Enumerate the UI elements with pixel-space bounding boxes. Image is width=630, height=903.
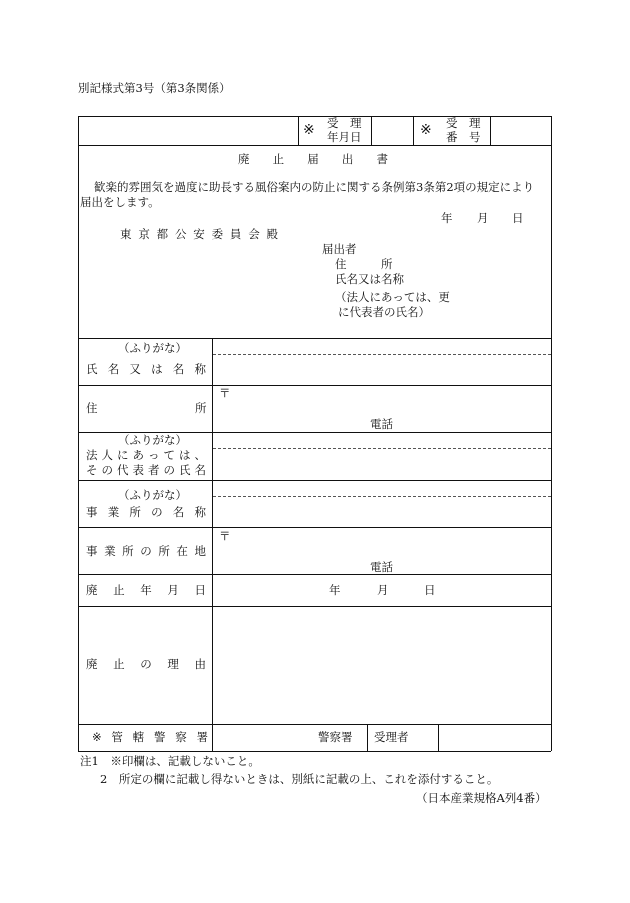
label-char: 安 xyxy=(193,227,205,241)
label-char: そ xyxy=(86,463,98,477)
label-char: 氏 xyxy=(179,463,191,477)
applicant-note-line-1: （法人にあっては、更 xyxy=(335,290,450,304)
label-char: 東 xyxy=(120,227,132,241)
rep-label-line-1 xyxy=(86,449,206,462)
label-char: 察 xyxy=(175,730,187,744)
received-number-label: 受 理 xyxy=(446,116,481,130)
label-char: 止 xyxy=(272,152,285,166)
label-char: 都 xyxy=(156,227,169,241)
label-char: 氏 xyxy=(86,362,98,376)
date-year: 年 xyxy=(441,211,453,225)
location-phone-label: 電話 xyxy=(370,560,393,574)
name-furigana-input[interactable] xyxy=(213,339,550,354)
note-2: 2 所定の欄に記載し得ないときは、別紙に記載の上、これを添付すること。 xyxy=(100,772,499,786)
table-border-right xyxy=(551,116,552,751)
label-char: 年 xyxy=(140,583,152,597)
label-char: 殿 xyxy=(266,227,278,241)
label-char: の xyxy=(140,657,152,671)
label-char: の xyxy=(163,463,175,477)
received-number-mark: ※ xyxy=(420,122,432,138)
received-date-label: 受 理 xyxy=(327,116,362,130)
receiver-input[interactable] xyxy=(439,725,550,750)
address-phone-label: 電話 xyxy=(370,417,393,431)
label-char: 会 xyxy=(248,227,260,241)
business-name-input[interactable] xyxy=(213,497,550,526)
label-char: 名 xyxy=(107,362,120,376)
label-char: は xyxy=(179,448,191,462)
label-char: っ xyxy=(148,448,160,462)
furigana-label: （ふりがな） xyxy=(118,341,187,355)
label-char: 署 xyxy=(196,730,208,744)
label-char: 又 xyxy=(129,362,141,376)
rep-furigana-label: （ふりがな） xyxy=(118,433,187,447)
business-furigana-input[interactable] xyxy=(213,481,550,496)
table-border-left xyxy=(78,116,79,751)
label-char: 表 xyxy=(132,463,144,477)
form-title xyxy=(238,153,388,166)
label-char: 所 xyxy=(158,544,170,558)
label-char: 業 xyxy=(104,544,116,558)
label-char: 名 xyxy=(194,463,206,477)
label-char: 名 xyxy=(172,505,185,519)
name-label xyxy=(86,363,206,376)
form-number: 別記様式第3号（第3条関係） xyxy=(78,81,231,95)
rep-label-line-2 xyxy=(86,464,206,477)
label-char: 法 xyxy=(86,448,98,462)
label-char: は xyxy=(151,362,163,376)
address-label-right: 所 xyxy=(195,401,207,415)
applicant-note-line-2: に代表者の氏名） xyxy=(338,305,430,319)
label-char: 廃 xyxy=(86,583,98,597)
applicant-name-label: 氏名又は名称 xyxy=(335,272,404,286)
label-char: 轄 xyxy=(132,730,145,744)
label-char: 事 xyxy=(86,544,98,558)
label-char: の xyxy=(140,544,152,558)
label-char: 所 xyxy=(129,505,141,519)
label-char: ※ xyxy=(92,730,102,744)
label-char: 在 xyxy=(176,544,188,558)
abolition-year: 年 xyxy=(329,583,341,597)
label-char: 委 xyxy=(211,227,224,241)
label-char: 員 xyxy=(229,227,242,241)
intro-text-line-1: 歓楽的雰囲気を過度に助長する風俗案内の防止に関する条例第3条第2項の規定により xyxy=(94,180,535,194)
label-char: 止 xyxy=(113,583,125,597)
rep-furigana-input[interactable] xyxy=(213,433,550,448)
abolition-day: 日 xyxy=(424,583,436,597)
label-char: 称 xyxy=(194,362,206,376)
received-number-label-2: 番 号 xyxy=(446,130,481,144)
label-char: 止 xyxy=(113,657,125,671)
label-char: の xyxy=(101,463,113,477)
label-char: て xyxy=(163,448,175,462)
label-char: 理 xyxy=(167,657,179,671)
abolition-reason-input[interactable] xyxy=(213,607,550,723)
business-location-label xyxy=(86,545,206,558)
label-char: に xyxy=(117,448,129,462)
business-furigana-label: （ふりがな） xyxy=(118,488,187,502)
address-label-left: 住 xyxy=(86,401,98,415)
label-char: 届 xyxy=(307,152,319,166)
label-char: 警 xyxy=(153,730,166,744)
note-1: 注1 ※印欄は、記載しないこと。 xyxy=(80,754,260,768)
table-border-bottom xyxy=(78,751,551,752)
label-char: の xyxy=(151,505,163,519)
label-char: 代 xyxy=(117,463,129,477)
label-char: 京 xyxy=(138,227,150,241)
abolition-reason-label xyxy=(86,658,206,671)
abolition-date-input[interactable] xyxy=(213,575,550,605)
abolition-month: 月 xyxy=(377,583,389,597)
police-station-input[interactable] xyxy=(213,725,315,750)
label-char: 地 xyxy=(194,544,206,558)
location-postal-mark: 〒 xyxy=(219,529,231,543)
label-char: 廃 xyxy=(238,152,250,166)
date-month: 月 xyxy=(477,211,489,225)
label-char: 者 xyxy=(148,463,160,477)
label-char: 書 xyxy=(376,152,388,166)
label-char: 名 xyxy=(172,362,185,376)
received-date-mark: ※ xyxy=(303,122,315,138)
label-char: 公 xyxy=(174,227,187,241)
rep-name-input[interactable] xyxy=(213,449,550,479)
police-station-label xyxy=(92,731,208,744)
label-char: 人 xyxy=(101,448,113,462)
applicant-address-label: 住 所 xyxy=(335,257,393,271)
paper-size-note: （日本産業規格A列4番） xyxy=(416,791,547,805)
intro-text-line-2: 届出をします。 xyxy=(80,195,160,209)
date-day: 日 xyxy=(512,211,524,225)
address-input[interactable] xyxy=(213,386,550,431)
business-name-label xyxy=(86,506,206,519)
label-char: 業 xyxy=(107,505,120,519)
label-char: 廃 xyxy=(86,657,98,671)
label-char: 、 xyxy=(194,448,206,462)
addressee xyxy=(120,228,278,241)
label-char: 事 xyxy=(86,505,98,519)
police-station-suffix: 警察署 xyxy=(318,730,353,744)
label-char: 所 xyxy=(122,544,134,558)
business-location-input[interactable] xyxy=(213,528,550,573)
label-char: 称 xyxy=(194,505,206,519)
name-input[interactable] xyxy=(213,355,550,384)
abolition-date-label xyxy=(86,584,206,597)
receiver-label: 受理者 xyxy=(374,730,409,744)
label-char: 由 xyxy=(194,657,206,671)
label-char: 出 xyxy=(341,152,354,166)
applicant-label: 届出者 xyxy=(322,242,357,256)
label-char: 日 xyxy=(194,583,206,597)
label-char: 管 xyxy=(111,730,123,744)
received-date-input[interactable] xyxy=(372,117,412,144)
label-char: あ xyxy=(132,448,144,462)
postal-mark: 〒 xyxy=(219,386,231,400)
received-number-input[interactable] xyxy=(491,117,550,144)
label-char: 月 xyxy=(167,583,179,597)
received-date-label-2: 年月日 xyxy=(327,130,362,144)
